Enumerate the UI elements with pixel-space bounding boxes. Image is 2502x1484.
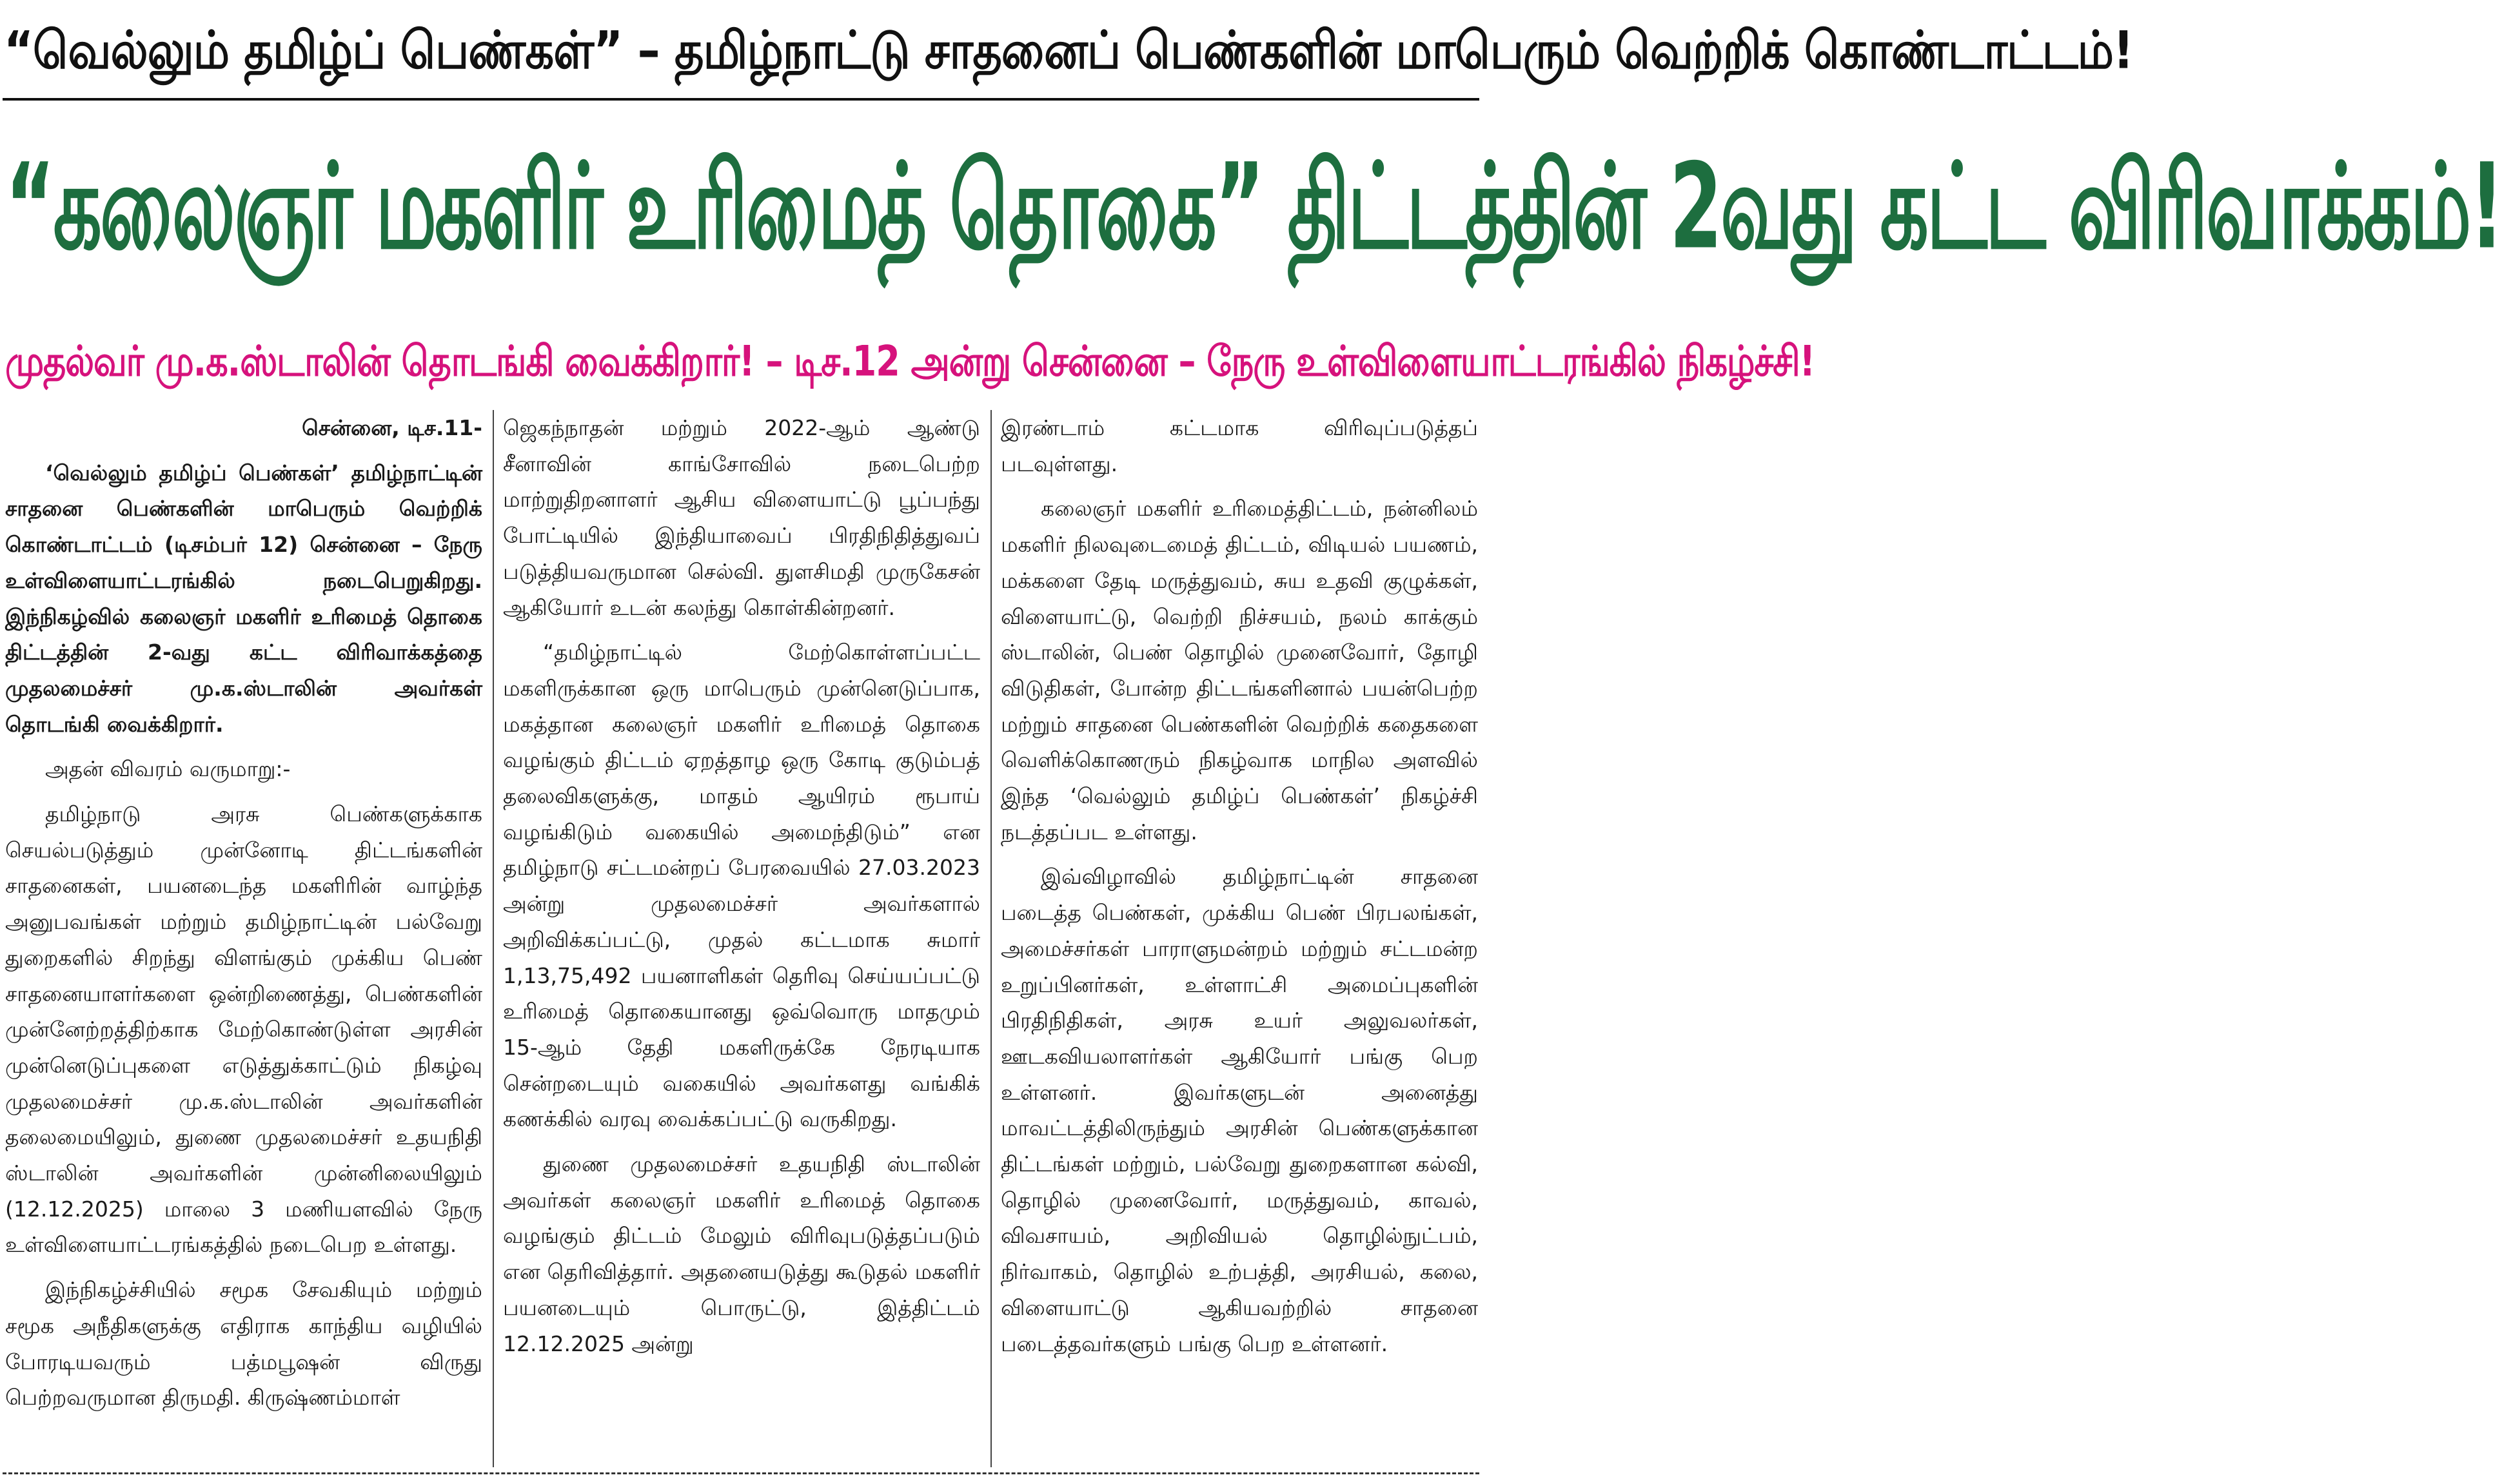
article-body [0, 410, 1482, 1467]
column-1-paragraph-3: இந்நிகழ்ச்சியில் சமூக சேவகியும் மற்றும் சமூக அநீதிகளுக்கு எதிராக காந்திய வழியில் போரடியவரும் பத்மபூஷன் விருது பெற்றவருமான திருமதி. கிருஷ்ணம்மாள் [5, 1277, 482, 1411]
column-divider-2 [990, 410, 992, 1467]
column-2-paragraph-2: “தமிழ்நாட்டில் மேற்கொள்ளப்பட்ட மகளிருக்கான ஒரு மாபெரும் முன்னெடுப்பாக, மகத்தான கலைஞர் மகளிர் உரிமைத் தொகை வழங்கும் திட்டம் ஏறத்தாழ ஒரு கோடி குடும்பத் தலைவிகளுக்கு, மாதம் ஆயிரம் ரூபாய் வழங்கிடும் வகையில் அமைந்திடும்” என தமிழ்நாடு சட்டமன்றப் பேரவையில் 27.03.2023 அன்று முதலமைச்சர் அவர்களால் அறிவிக்கப்பட்டு, முதல் கட்டமாக சுமார் 1,13,75,492 பயனாளிகள் தெரிவு செய்யப்பட்டு உரிமைத் தொகையானது ஒவ்வொரு மாதமும் 15-ஆம் தேதி மகளிருக்கே நேரடியாக சென்றடையும் வகையில் அவர்களது வங்கிக் கணக்கில் வரவு வைக்கப்பட்டு வருகிறது. [503, 639, 980, 1132]
column-1-paragraph-1: அதன் விவரம் வருமாறு:- [45, 756, 291, 782]
column-2-paragraph-1: ஜெகந்நாதன் மற்றும் 2022-ஆம் ஆண்டு சீனாவின் காங்சோவில் நடைபெற்ற மாற்றுதிறனாளர் ஆசிய விளையாட்டு பூப்பந்து போட்டியில் இந்தியாவைப் பிரதிநிதித்துவப் படுத்தியவருமான செல்வி. துளசிமதி முருகேசன் ஆகியோர் உடன் கலந்து கொள்கின்றனர். [503, 415, 980, 620]
column-3-paragraph-3: இவ்விழாவில் தமிழ்நாட்டின் சாதனை படைத்த பெண்கள், முக்கிய பெண் பிரபலங்கள், அமைச்சர்கள் பாராளுமன்றம் மற்றும் சட்டமன்ற உறுப்பினர்கள், உள்ளாட்சி அமைப்புகளின் பிரதிநிதிகள், அரசு உயர் அலுவலர்கள், ஊடகவியலாளர்கள் ஆகியோர் பங்கு பெற உள்ளனர். இவர்களுடன் அனைத்து மாவட்டத்திலிருந்தும் அரசின் பெண்களுக்கான திட்டங்கள் மற்றும், பல்வேறு துறைகளான கல்வி, தொழில் முனைவோர், மருத்துவம், காவல், விவசாயம், அறிவியல் தொழில்நுட்பம், நிர்வாகம், தொழில் உற்பத்தி, அரசியல், கலை, விளையாட்டு ஆகியவற்றில் சாதனை படைத்தவர்களும் பங்கு பெற உள்ளனர். [1001, 864, 1478, 1356]
column-divider-1 [493, 410, 494, 1467]
article-column-2 [503, 410, 980, 1467]
bottom-dashed-rule [3, 1472, 1479, 1474]
dateline: சென்னை, டிச.11- [302, 415, 482, 440]
sub-headline: முதல்வர் மு.க.ஸ்டாலின் தொடங்கி வைக்கிறார்! – டிச.12 அன்று சென்னை – நேரு உள்விளையாட்டரங்கில் நிகழ்ச்சி! [5, 337, 1815, 386]
column-2-paragraph-3: துணை முதலமைச்சர் உதயநிதி ஸ்டாலின் அவர்கள் கலைஞர் மகளிர் உரிமைத் தொகை வழங்கும் திட்டம் மேலும் விரிவுபடுத்தப்படும் என தெரிவித்தார். அதனையடுத்து கூடுதல் மகளிர் பயனடையும் பொருட்டு, இத்திட்டம் 12.12.2025 அன்று [503, 1151, 980, 1356]
column-1-paragraph-2: தமிழ்நாடு அரசு பெண்களுக்காக செயல்படுத்தும் முன்னோடி திட்டங்களின் சாதனைகள், பயனடைந்த மகளிரின் வாழ்ந்த அனுபவங்கள் மற்றும் தமிழ்நாட்டின் பல்வேறு துறைகளில் சிறந்து விளங்கும் முக்கிய பெண் சாதனையாளர்களை ஒன்றிணைத்து, பெண்களின் முன்னேற்றத்திற்காக மேற்கொண்டுள்ள அரசின் முன்னெடுப்புகளை எடுத்துக்காட்டும் நிகழ்வு முதலமைச்சர் மு.க.ஸ்டாலின் அவர்களின் தலைமையிலும், துணை முதலமைச்சர் உதயநிதி ஸ்டாலின் அவர்களின் முன்னிலையிலும் (12.12.2025) மாலை 3 மணியளவில் நேரு உள்விளையாட்டரங்கத்தில் நடைபெற உள்ளது. [5, 801, 482, 1258]
lead-paragraph: ‘வெல்லும் தமிழ்ப் பெண்கள்’ தமிழ்நாட்டின் சாதனை பெண்களின் மாபெரும் வெற்றிக் கொண்டாட்டம் (டிசம்பர் 12) சென்னை – நேரு உள்விளையாட்டரங்கில் நடைபெறுகிறது. இந்நிகழ்வில் கலைஞர் மகளிர் உரிமைத் தொகை திட்டத்தின் 2-வது கட்ட விரிவாக்கத்தை முதலமைச்சர் மு.க.ஸ்டாலின் அவர்கள் தொடங்கி வைக்கிறார். [5, 460, 482, 737]
main-headline: “கலைஞர் மகளிர் உரிமைத் தொகை” திட்டத்தின் 2வது கட்ட விரிவாக்கம்! [5, 137, 2502, 275]
article-column-1 [5, 410, 482, 1467]
column-3-paragraph-2: கலைஞர் மகளிர் உரிமைத்திட்டம், நன்னிலம் மகளிர் நிலவுடைமைத் திட்டம், விடியல் பயணம், மக்களை தேடி மருத்துவம், சுய உதவி குழுக்கள், விளையாட்டு, வெற்றி நிச்சயம், நலம் காக்கும் ஸ்டாலின், பெண் தொழில் முனைவோர், தோழி விடுதிகள், போன்ற திட்டங்களினால் பயன்பெற்ற மற்றும் சாதனை பெண்களின் வெற்றிக் கதைகளை வெளிக்கொணரும் நிகழ்வாக மாநில அளவில் இந்த ‘வெல்லும் தமிழ்ப் பெண்கள்’ நிகழ்ச்சி நடத்தப்பட உள்ளது. [1001, 496, 1478, 845]
kicker-headline: “வெல்லும் தமிழ்ப் பெண்கள்” – தமிழ்நாட்டு சாதனைப் பெண்களின் மாபெரும் வெற்றிக் கொண்டாட்டம்! [4, 19, 2133, 81]
article-column-3 [1001, 410, 1478, 1467]
column-3-paragraph-1: இரண்டாம் கட்டமாக விரிவுப்படுத்தப் படவுள்ளது. [1001, 415, 1478, 476]
